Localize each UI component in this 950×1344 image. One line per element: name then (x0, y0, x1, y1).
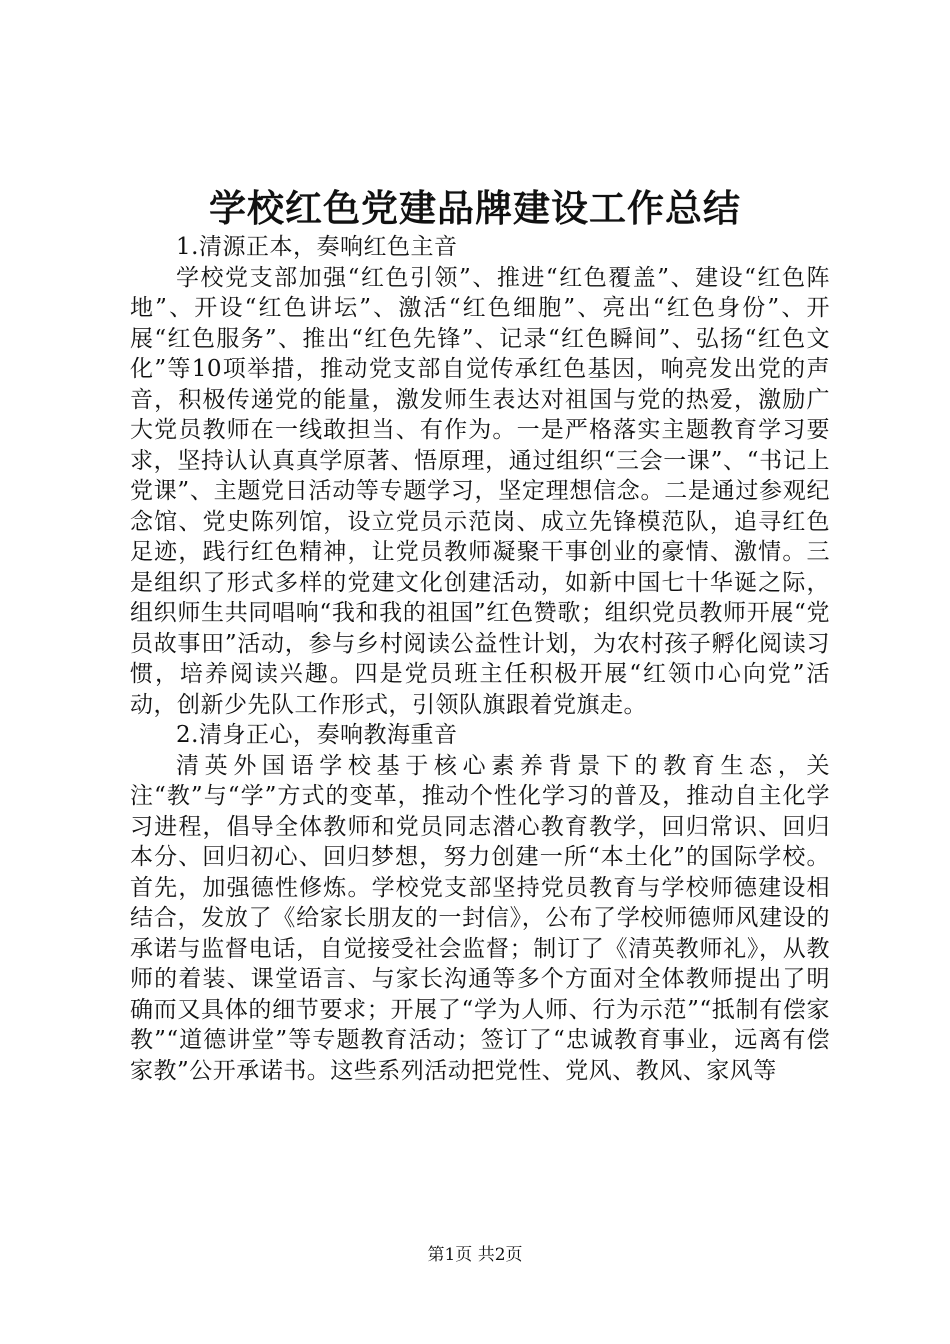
document-title: 学校红色党建品牌建设工作总结 (209, 186, 741, 230)
page-number-label: 第1页 共2页 (427, 1245, 523, 1265)
section-heading-2: 2.清身正心，奏响教海重音 (176, 722, 458, 748)
section-paragraph-2: 清英外国语学校基于核心素养背景下的教育生态，关注“教”与“学”方式的变革，推动个性化学习的普及，推动自主化学习进程，倡导全体教师和党员同志潜心教育教学，回归常识、回归本分、回归初心、回归梦想，努力创建一所“本土化”的国际学校。首先，加强德性修炼。学校党支部坚持党员教育与学校师德建设相结合，发放了《给家长朋友的一封信》，公布了学校师德师风建设的承诺与监督电话，自觉接受社会监督；制订了《清英教师礼》，从教师的着装、课堂语言、与家长沟通等多个方面对全体教师提出了明确而又具体的细节要求；开展了“学为人师、行为示范”“抵制有偿家教”“道德讲堂”等专题教育活动；签订了“忠诚教育事业，远离有偿家教”公开承诺书。这些系列活动把党性、党风、教风、家风等 (130, 752, 830, 1084)
section-heading-1: 1.清源正本，奏响红色主音 (176, 234, 458, 260)
page-footer (0, 1243, 950, 1267)
document-body (130, 232, 830, 1086)
section-paragraph-1: 学校党支部加强“红色引领”、推进“红色覆盖”、建设“红色阵地”、开设“红色讲坛”、激活“红色细胞”、亮出“红色身份”、开展“红色服务”、推出“红色先锋”、记录“红色瞬间”、弘扬“红色文化”等10项举措，推动党支部自觉传承红色基因，响亮发出党的声音，积极传递党的能量，激发师生表达对祖国与党的热爱，激励广大党员教师在一线敢担当、有作为。一是严格落实主题教育学习要求，坚持认认真真学原著、悟原理，通过组织“三会一课”、“书记上党课”、主题党日活动等专题学习，坚定理想信念。二是通过参观纪念馆、党史陈列馆，设立党员示范岗、成立先锋模范队，追寻红色足迹，践行红色精神，让党员教师凝聚干事创业的豪情、激情。三是组织了形式多样的党建文化创建活动，如新中国七十华诞之际，组织师生共同唱响“我和我的祖国”红色赞歌；组织党员教师开展“党员故事田”活动，参与乡村阅读公益性计划，为农村孩子孵化阅读习惯，培养阅读兴趣。四是党员班主任积极开展“红领巾心向党”活动，创新少先队工作形式，引领队旗跟着党旗走。 (130, 264, 830, 718)
